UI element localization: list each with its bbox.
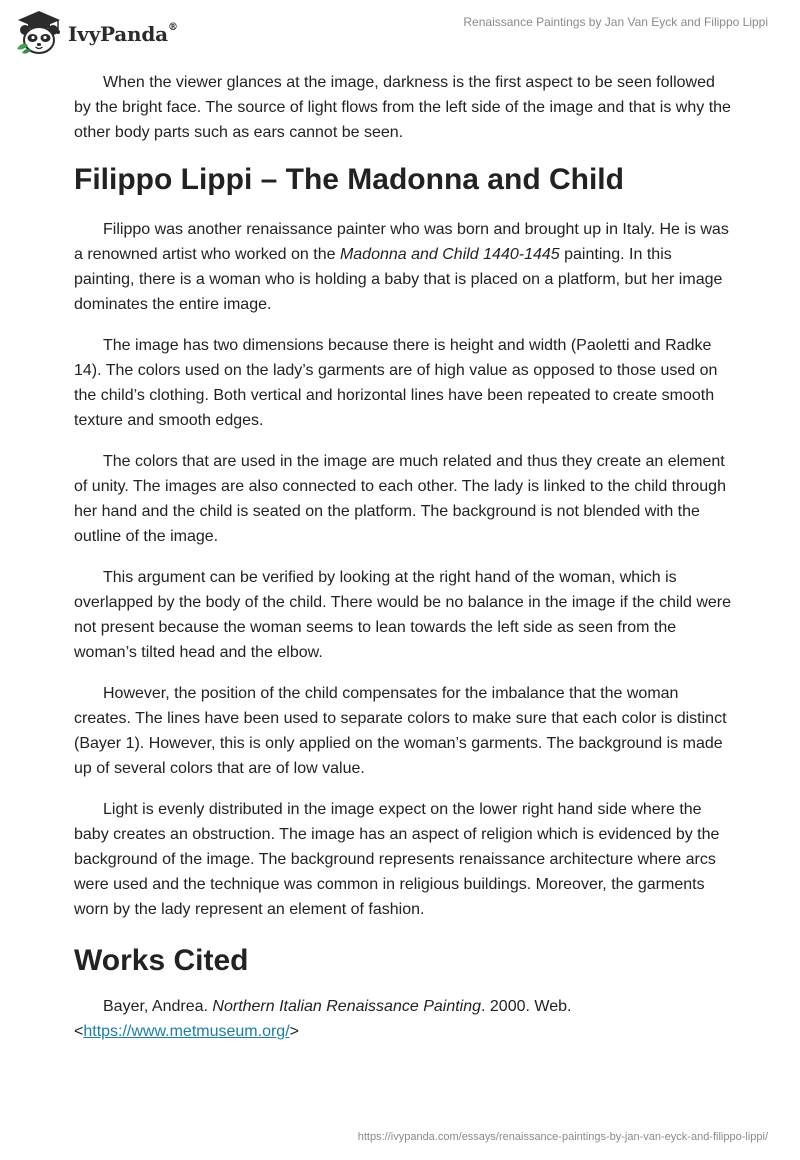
citation-title: Northern Italian Renaissance Painting	[212, 998, 482, 1015]
registered-mark: ®	[167, 22, 178, 34]
page-header	[0, 0, 800, 60]
citation-entry: Bayer, Andrea. Northern Italian Renaissance Painting. 2000. Web. <https://www.metmuseum.org/>	[74, 998, 572, 1040]
citation-link[interactable]: https://www.metmuseum.org/	[83, 1023, 290, 1040]
lippi-paragraph-2: The image has two dimensions because there is height and width (Paoletti and Radke 14). The colors used on the lady’s garments are of high value as opposed to those used on the child’s clothing. Both vertical and horizontal lines have been repeated to create smooth texture and smooth edges.	[74, 337, 718, 429]
lippi-paragraph-5: However, the position of the child compensates for the imbalance that the woman creates. The lines have been used to separate colors to make sure that each color is distinct (Bayer 1). However, this is only applied on the woman’s garments. The background is made up of several colors that are of low value.	[74, 685, 727, 777]
lippi-paragraph-3: The colors that are used in the image are much related and thus they create an element of unity. The images are also connected to each other. The lady is linked to the child through her hand and the child is seated on the platform. The background is not blended with the outline of the image.	[74, 453, 726, 545]
footer-source-url: https://ivypanda.com/essays/renaissance-paintings-by-jan-van-eyck-and-filippo-lippi/	[357, 1131, 768, 1143]
lippi-paragraph-1: Filippo was another renaissance painter who was born and brought up in Italy. He is was a renowned artist who worked on the Madonna and Child 1440-1445 painting. In this painting, there is a woman who is holding a baby that is placed on a platform, but her image dominates the entire image.	[74, 221, 729, 313]
essay-content	[74, 70, 734, 1060]
logo-wordmark: IvyPanda®	[68, 22, 178, 46]
painting-title: Madonna and Child 1440-1445	[339, 246, 560, 263]
intro-paragraph: When the viewer glances at the image, darkness is the first aspect to be seen followed by the bright face. The source of light flows from the left side of the image and that is why the other body parts such as ears cannot be seen.	[74, 74, 731, 141]
lippi-paragraph-6: Light is evenly distributed in the image expect on the lower right hand side where the baby creates an obstruction. The image has an aspect of religion which is evidenced by the background of the image. The background represents renaissance architecture where arcs were used and the technique was common in religious buildings. Moreover, the garments worn by the lady represent an element of fashion.	[74, 801, 720, 918]
document-title: Renaissance Paintings by Jan Van Eyck and Filippo Lippi	[463, 15, 768, 29]
section-heading-lippi: Filippo Lippi – The Madonna and Child	[74, 163, 624, 196]
ivypanda-logo[interactable]	[14, 9, 178, 55]
lippi-paragraph-4: This argument can be verified by looking at the right hand of the woman, which is overlapped by the body of the child. There would be no balance in the image if the child were not present because the woman seems to lean towards the left side as seen from the woman’s tilted head and the elbow.	[74, 569, 732, 661]
panda-graduation-cap-icon	[14, 9, 64, 55]
works-cited-heading: Works Cited	[74, 944, 249, 977]
